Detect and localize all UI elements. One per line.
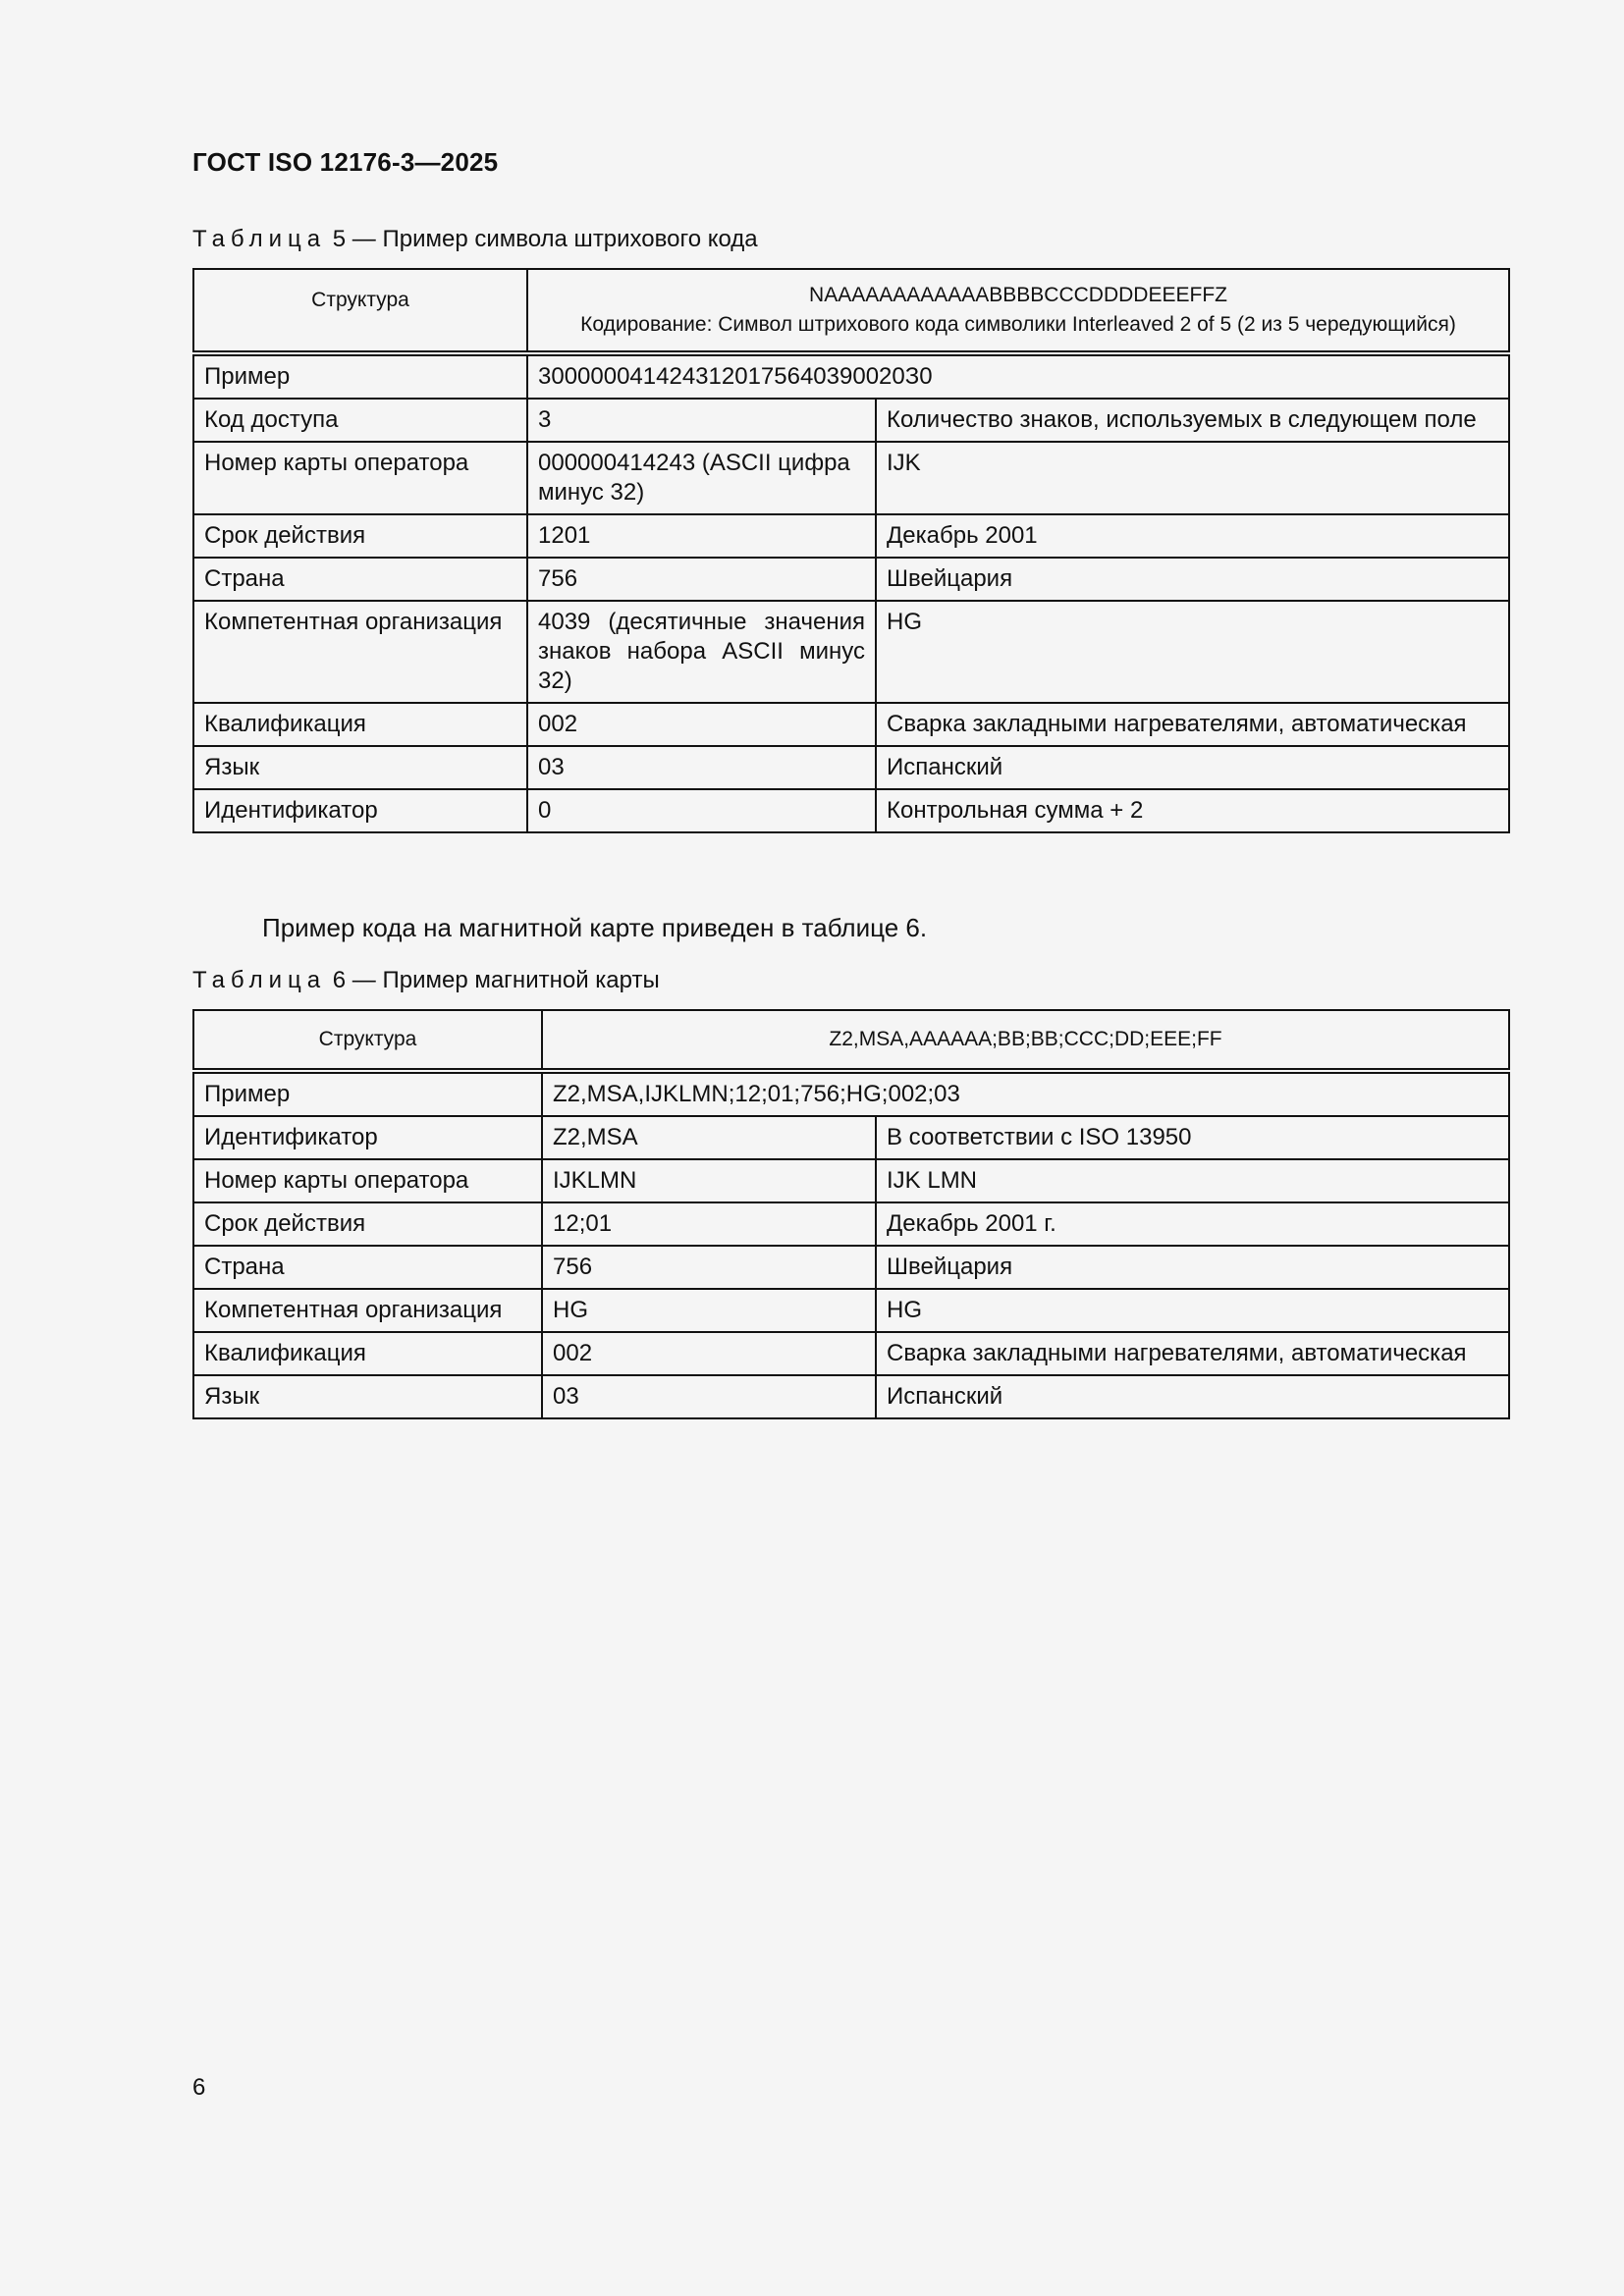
table-row bbox=[193, 442, 1509, 514]
row-meaning: В соответствии с ISO 13950 bbox=[876, 1116, 1509, 1159]
row-label: Номер карты оператора bbox=[193, 442, 527, 514]
table5-example-label: Пример bbox=[193, 353, 527, 399]
row-meaning: Швейцария bbox=[876, 1246, 1509, 1289]
row-code: IJKLMN bbox=[542, 1159, 876, 1202]
table5-structure-pattern: NAAAAAAAAAAAABBBBCCCDDDDEEEFFZ bbox=[809, 284, 1227, 306]
table-row bbox=[193, 558, 1509, 601]
document-header: ГОСТ ISO 12176-3—2025 bbox=[192, 147, 499, 177]
row-meaning: IJK bbox=[876, 442, 1509, 514]
table-row bbox=[193, 1116, 1509, 1159]
row-meaning: Швейцария bbox=[876, 558, 1509, 601]
row-label: Квалификация bbox=[193, 703, 527, 746]
table-row bbox=[193, 1375, 1509, 1418]
table5-example-value: 3000000414243120175640390020З0 bbox=[527, 353, 1509, 399]
row-label: Срок действия bbox=[193, 514, 527, 558]
table5-structure-label: Структура bbox=[193, 269, 527, 353]
table5-barcode-example bbox=[192, 268, 1510, 833]
table5-encoding-note: Кодирование: Символ штрихового кода символики Interleaved 2 of 5 (2 из 5 чередующийся) bbox=[580, 313, 1456, 336]
row-code: 4039 (десятичные значения знаков набора ASCII минус 32) bbox=[527, 601, 876, 703]
row-code: 3 bbox=[527, 399, 876, 442]
row-code: 12;01 bbox=[542, 1202, 876, 1246]
table6-example-value: Z2,MSA,IJKLMN;12;01;756;HG;002;03 bbox=[542, 1071, 1509, 1116]
table6-header-row bbox=[193, 1010, 1509, 1071]
row-meaning: Испанский bbox=[876, 746, 1509, 789]
row-label: Страна bbox=[193, 558, 527, 601]
row-code: 002 bbox=[527, 703, 876, 746]
row-label: Страна bbox=[193, 1246, 542, 1289]
table5-structure-value bbox=[527, 269, 1509, 353]
table6-caption bbox=[192, 967, 660, 994]
row-meaning: HG bbox=[876, 1289, 1509, 1332]
row-meaning: Декабрь 2001 г. bbox=[876, 1202, 1509, 1246]
table-row bbox=[193, 703, 1509, 746]
row-meaning: Испанский bbox=[876, 1375, 1509, 1418]
table5-example-row bbox=[193, 353, 1509, 399]
row-label: Компетентная организация bbox=[193, 1289, 542, 1332]
row-meaning: Декабрь 2001 bbox=[876, 514, 1509, 558]
table5-header-row bbox=[193, 269, 1509, 353]
row-code: 1201 bbox=[527, 514, 876, 558]
table-row bbox=[193, 1202, 1509, 1246]
row-code: 002 bbox=[542, 1332, 876, 1375]
table-row bbox=[193, 1332, 1509, 1375]
table5-caption-title: 5 — Пример символа штрихового кода bbox=[332, 226, 758, 252]
row-label: Язык bbox=[193, 746, 527, 789]
row-label: Идентификатор bbox=[193, 789, 527, 832]
row-label: Язык bbox=[193, 1375, 542, 1418]
row-label: Квалификация bbox=[193, 1332, 542, 1375]
row-meaning: HG bbox=[876, 601, 1509, 703]
row-code: 03 bbox=[542, 1375, 876, 1418]
row-label: Компетентная организация bbox=[193, 601, 527, 703]
row-code: HG bbox=[542, 1289, 876, 1332]
row-meaning: Контрольная сумма + 2 bbox=[876, 789, 1509, 832]
row-meaning: Количество знаков, используемых в следующем поле bbox=[876, 399, 1509, 442]
page-number: 6 bbox=[192, 2074, 206, 2101]
table-row bbox=[193, 789, 1509, 832]
row-code: 756 bbox=[542, 1246, 876, 1289]
table-row bbox=[193, 601, 1509, 703]
table5-caption bbox=[192, 226, 758, 253]
row-label: Код доступа bbox=[193, 399, 527, 442]
table6-caption-word: Таблица bbox=[192, 967, 327, 993]
row-label: Идентификатор bbox=[193, 1116, 542, 1159]
table6-magnetic-card-example bbox=[192, 1009, 1510, 1419]
table6-structure-label: Структура bbox=[193, 1010, 542, 1071]
table6-example-row bbox=[193, 1071, 1509, 1116]
table-row bbox=[193, 1289, 1509, 1332]
table-row bbox=[193, 1159, 1509, 1202]
row-code: 03 bbox=[527, 746, 876, 789]
body-paragraph: Пример кода на магнитной карте приведен в таблице 6. bbox=[262, 913, 928, 942]
row-code: 0 bbox=[527, 789, 876, 832]
row-meaning: Сварка закладными нагревателями, автоматическая bbox=[876, 703, 1509, 746]
table6-structure-value: Z2,MSA,AAAAAA;BB;BB;CCC;DD;EEE;FF bbox=[542, 1010, 1509, 1071]
row-code: Z2,MSA bbox=[542, 1116, 876, 1159]
row-meaning: IJK LMN bbox=[876, 1159, 1509, 1202]
table-row bbox=[193, 514, 1509, 558]
row-label: Срок действия bbox=[193, 1202, 542, 1246]
row-code: 756 bbox=[527, 558, 876, 601]
row-code: 000000414243 (ASCII цифра минус 32) bbox=[527, 442, 876, 514]
table-row bbox=[193, 746, 1509, 789]
table-row bbox=[193, 399, 1509, 442]
table6-caption-title: 6 — Пример магнитной карты bbox=[332, 967, 660, 993]
table6-example-label: Пример bbox=[193, 1071, 542, 1116]
row-label: Номер карты оператора bbox=[193, 1159, 542, 1202]
row-meaning: Сварка закладными нагревателями, автоматическая bbox=[876, 1332, 1509, 1375]
table-row bbox=[193, 1246, 1509, 1289]
table5-caption-word: Таблица bbox=[192, 226, 327, 252]
